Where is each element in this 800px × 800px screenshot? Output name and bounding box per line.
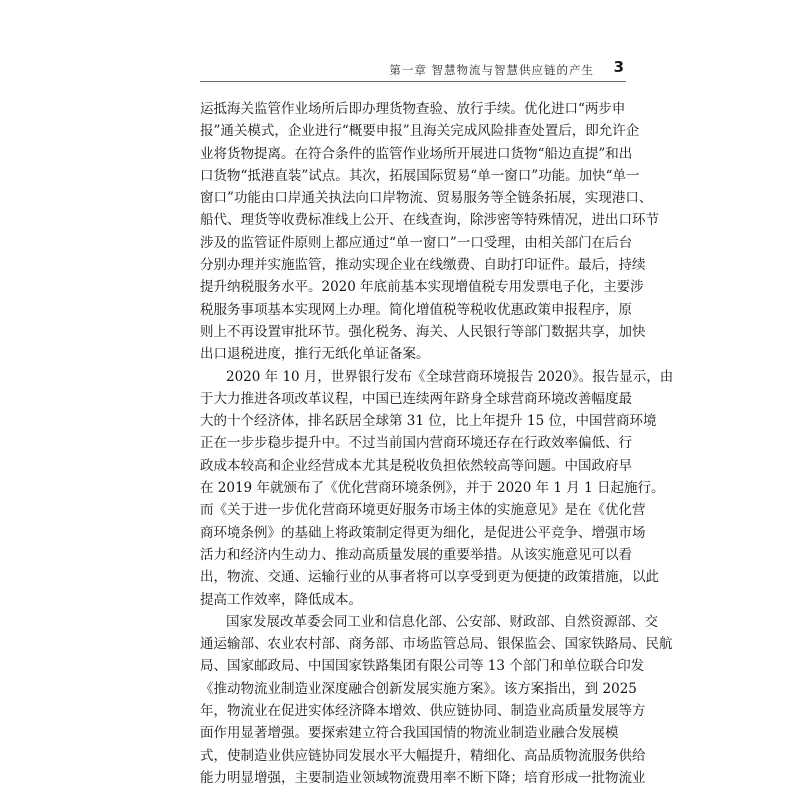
text-line: 国家发展改革委会同工业和信息化部、公安部、财政部、自然资源部、交 [226,613,658,630]
text-line: 报”通关模式，企业进行“概要申报”且海关完成风险排查处置后，即允许企 [200,123,640,140]
text-line: 《推动物流业制造业深度融合创新发展实施方案》。该方案指出，到 2025 [200,680,637,697]
text-line: 出，物流、交通、运输行业的从事者将可以享受到更为便捷的政策措施，以此 [200,569,659,586]
text-line: 局、国家邮政局、中国国家铁路集团有限公司等 13 个部门和单位联合印发 [200,658,645,675]
text-line: 大的十个经济体，排名跃居全球第 31 位，比上年提升 15 位，中国营商环境 [200,413,657,430]
text-line: 船代、理货等收费标准线上公开、在线查询，除涉密等特殊情况，进出口环节 [200,212,659,229]
text-line: 而《关于进一步优化营商环境更好服务市场主体的实施意见》是在《优化营 [200,502,646,519]
text-line: 分别办理并实施监管，推动实现企业在线缴费、自助打印证件。最后，持续 [200,257,646,274]
text-line: 2020 年 10 月，世界银行发布《全球营商环境报告 2020》。报告显示，由 [226,368,674,385]
text-line: 提升纳税服务水平。2020 年底前基本实现增值税专用发票电子化，主要涉 [200,279,644,296]
text-line: 窗口”功能由口岸通关执法向口岸物流、贸易服务等全链条拓展，实现港口、 [200,190,653,207]
chapter-title: 第一章 智慧物流与智慧供应链的产生 [389,63,594,77]
text-line: 涉及的监管证件原则上都应通过“单一窗口”一口受理，由相关部门在后台 [200,234,633,251]
text-line: 在 2019 年就颁布了《优化营商环境条例》，并于 2020 年 1 月 1 日起施行。 [200,480,665,497]
body-text [200,98,674,789]
text-line: 通运输部、农业农村部、商务部、市场监管总局、银保监会、国家铁路局、民航 [200,636,673,653]
text-line: 业将货物提离。在符合条件的监管作业场所开展进口货物“船边直提”和出 [200,145,633,162]
text-line: 出口退税进度，推行无纸化单证备案。 [200,346,430,363]
header-rule [200,81,626,82]
text-line: 正在一步步稳步提升中。不过当前国内营商环境还存在行政效率偏低、行 [200,435,632,452]
text-line: 年，物流业在促进实体经济降本增效、供应链协同、制造业高质量发展等方 [200,703,646,720]
text-line: 口货物“抵港直装”试点。其次，拓展国际贸易“单一窗口”功能。加快“单一 [200,167,640,184]
text-line: 税服务事项基本实现网上办理。简化增值税等税收优惠政策申报程序，原 [200,301,632,318]
text-line: 面作用显著增强。要探索建立符合我国国情的物流业制造业融合发展模 [200,725,619,742]
page-number: 3 [613,58,624,76]
text-line: 式，使制造业供应链协同发展水平大幅提升，精细化、高品质物流服务供给 [200,747,646,764]
text-line: 运抵海关监管作业场所后即办理货物查验、放行手续。优化进口“两步申 [200,101,626,117]
text-line: 能力明显增强，主要制造业领域物流费用率不断下降；培育形成一批物流业 [200,769,646,786]
text-line: 于大力推进各项改革议程，中国已连续两年跻身全球营商环境改善幅度最 [200,390,632,407]
text-line: 活力和经济内生动力、推动高质量发展的重要举措。从该实施意见可以看 [200,546,632,563]
text-line: 政成本较高和企业经营成本尤其是税收负担依然较高等问题。中国政府早 [200,457,632,474]
text-line: 提高工作效率，降低成本。 [200,591,362,608]
text-line: 商环境条例》的基础上将政策制定得更为细化，是促进公平竞争、增强市场 [200,524,646,541]
page-header [200,59,626,81]
text-line: 则上不再设置审批环节。强化税务、海关、人民银行等部门数据共享，加快 [200,323,646,340]
